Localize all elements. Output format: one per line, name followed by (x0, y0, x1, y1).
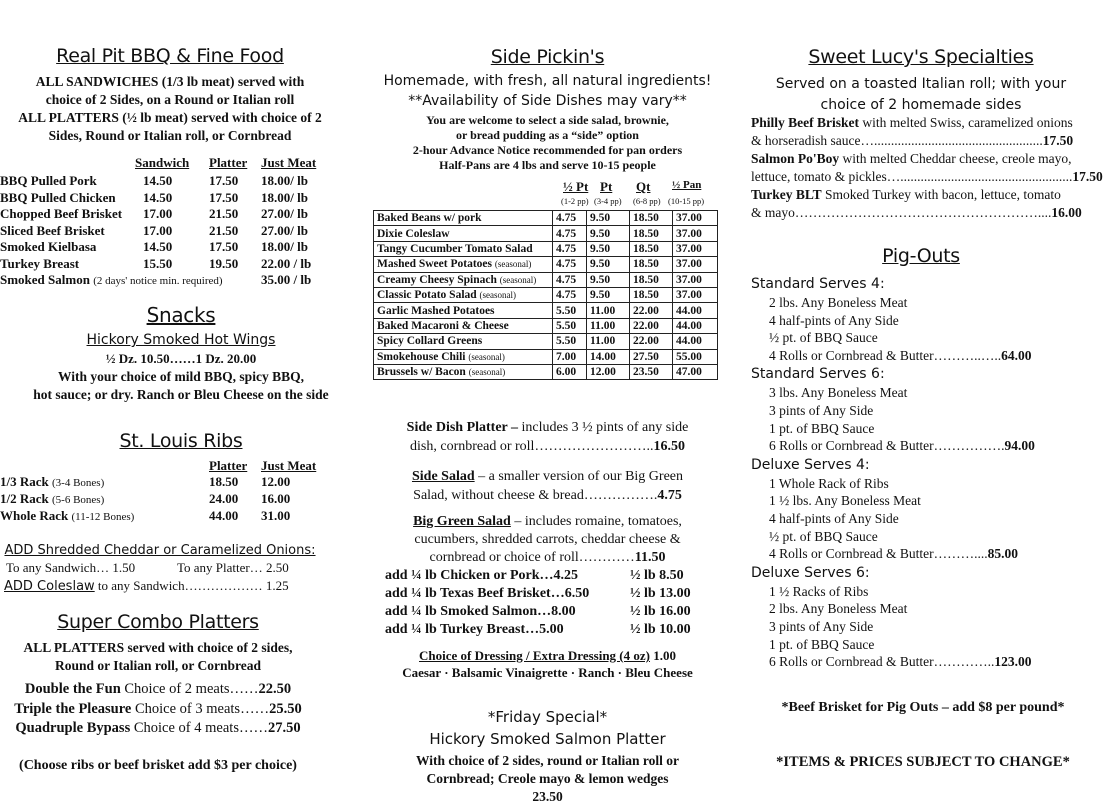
price-meat: 27.00/ lb (261, 206, 308, 221)
side-price: 4.75 (553, 272, 587, 287)
side-price: 9.50 (587, 287, 630, 302)
side-price: 37.00 (673, 241, 718, 256)
side-price: 47.00 (673, 364, 718, 379)
price-platter: 19.50 (209, 255, 239, 271)
side-name: Classic Potato Salad (seasonal) (374, 287, 553, 302)
bbq-intro-line: ALL SANDWICHES (1/3 lb meat) served with (35, 74, 305, 89)
bbq-header-platter: Platter (209, 155, 248, 170)
addon-coleslaw: ADD Coleslaw to any Sandwich……………… 1.25 (4, 578, 289, 594)
list-item: 6 Rolls or Cornbread & Butter…………….94.00 (769, 438, 1035, 454)
side-price: 44.00 (673, 303, 718, 318)
price-platter: 18.50 (209, 474, 239, 489)
table-row (374, 334, 718, 349)
prices-subject-note: *ITEMS & PRICES SUBJECT TO CHANGE* (776, 754, 1070, 770)
pigout-group (751, 563, 1091, 671)
list-item: & horseradish sauce…..................................................17.50 (751, 133, 1074, 148)
lucy-items (751, 114, 1103, 222)
side-price: 18.50 (630, 287, 673, 302)
bbq-header-sandwich: Sandwich (135, 155, 190, 170)
list-item: & mayo………………………………………………....16.00 (751, 205, 1082, 220)
list-item: add ¼ lb Texas Beef Brisket…6.50 ½ lb 13.00 (385, 586, 691, 601)
table-row (374, 211, 718, 226)
price-sandwich: 14.50 (143, 189, 173, 205)
snacks-sub: Hickory Smoked Hot Wings (86, 332, 276, 348)
bbq-header-meat: Just Meat (261, 155, 317, 170)
price-meat: 31.00 (261, 508, 291, 523)
list-item: Quadruple Bypass Choice of 4 meats……27.50 (15, 720, 301, 736)
side-name: Baked Macaroni & Cheese (374, 318, 553, 333)
side-price: 22.00 (630, 334, 673, 349)
item-name: BBQ Pulled Pork (0, 173, 97, 188)
list-item: Double the Fun Choice of 2 meats……22.50 (24, 681, 292, 697)
list-item: 6 Rolls or Cornbread & Butter…………..123.00 (769, 654, 1032, 670)
side-price: 18.50 (630, 257, 673, 272)
side-price: 5.50 (553, 303, 587, 318)
pigout-group (751, 455, 1091, 563)
item-name: Chopped Beef Brisket (0, 206, 123, 221)
col-head-qt: Qt (636, 179, 651, 194)
specialties-column (751, 0, 1103, 808)
item-name: Turkey Breast (0, 255, 80, 271)
list-item: add ¼ lb Chicken or Pork…4.25 ½ lb 8.50 (385, 568, 684, 583)
combo-intro-line: Round or Italian roll, or Cornbread (54, 658, 262, 673)
item-name: Smoked Kielbasa (0, 239, 97, 254)
price-meat: 18.00/ lb (261, 239, 308, 254)
side-name: Baked Beans w/ pork (374, 211, 553, 226)
addons-title: ADD Shredded Cheddar or Caramelized Onions: (4, 543, 316, 558)
list-item: 4 Rolls or Cornbread & Butter………..…..64.00 (769, 347, 1032, 363)
list-item: Turkey BLT Smoked Turkey with bacon, lettuce, tomato (751, 187, 1061, 202)
pigout-group-title: Standard Serves 6: (751, 366, 885, 383)
pigout-group-title: Standard Serves 4: (751, 276, 885, 292)
sides-info-line: or bread pudding as a “side” option (456, 128, 639, 142)
sides-info (365, 113, 730, 173)
item-name: Whole Rack (11-12 Bones) (0, 508, 135, 523)
col-serves: (1-2 pp) (561, 196, 589, 206)
side-price: 4.75 (553, 241, 587, 256)
table-row (374, 241, 718, 256)
side-price: 11.00 (587, 303, 630, 318)
list-item: 4 Rolls or Cornbread & Butter………....85.00 (769, 546, 1018, 562)
side-price: 37.00 (673, 272, 718, 287)
side-price: 7.00 (553, 349, 587, 364)
price-platter: 44.00 (209, 508, 239, 523)
sides-sub2: **Availability of Side Dishes may vary** (408, 93, 687, 109)
item-name: BBQ Pulled Chicken (0, 189, 116, 205)
pigouts-groups (751, 274, 1091, 671)
table-row (374, 303, 718, 318)
list-item: 1 pt. of BBQ Sauce (769, 420, 875, 436)
side-name: Mashed Sweet Potatoes (seasonal) (374, 257, 553, 272)
list-item: add ¼ lb Smoked Salmon…8.00 ½ lb 16.00 (385, 604, 691, 619)
item-name: Sliced Beef Brisket (0, 222, 105, 238)
side-price: 4.75 (553, 287, 587, 302)
side-price: 22.00 (630, 303, 673, 318)
side-price: 9.50 (587, 272, 630, 287)
list-item: Triple the Pleasure Choice of 3 meats……25.50 (14, 700, 302, 717)
side-price: 18.50 (630, 272, 673, 287)
pigout-group-title: Deluxe Serves 6: (751, 564, 870, 581)
side-name: Spicy Collard Greens (374, 334, 553, 349)
sides-column (365, 0, 730, 808)
friday-name: Hickory Smoked Salmon Platter (429, 730, 666, 748)
bbq-intro-line: ALL PLATTERS (½ lb meat) served with choice of 2 (18, 110, 322, 125)
side-price: 4.75 (553, 211, 587, 226)
friday-title: *Friday Special* (487, 708, 608, 726)
col-head-pt: Pt (600, 179, 613, 194)
list-item: 2 lbs. Any Boneless Meat (769, 295, 908, 310)
side-price: 11.00 (587, 334, 630, 349)
wings-desc-line: hot sauce; or dry. Ranch or Bleu Cheese on the side (33, 386, 329, 402)
side-salad: Side Salad – a smaller version of our Big Green Salad, without cheese & bread…………….4.75 (411, 469, 684, 503)
side-name: Tangy Cucumber Tomato Salad (374, 241, 553, 256)
side-name: Brussels w/ Bacon (seasonal) (374, 364, 553, 379)
dressing: Choice of Dressing / Extra Dressing (4 oz) 1.00 Caesar · Balsamic Vinaigrette · Ranch · Bleu Cheese (402, 648, 693, 680)
bbq-intro-line: Sides, Round or Italian roll, or Cornbread (48, 128, 292, 143)
side-price: 6.00 (553, 364, 587, 379)
list-item: lettuce, tomato & pickles…...................................................17.50 (751, 169, 1103, 184)
table-row (374, 226, 718, 241)
sides-info-line: 2-hour Advance Notice recommended for pan orders (412, 143, 683, 157)
col-serves: (3-4 pp) (594, 196, 622, 206)
price-platter: 17.50 (209, 239, 239, 254)
pigouts-title: Pig-Outs (882, 245, 960, 267)
list-item: 1 Whole Rack of Ribs (769, 475, 889, 491)
big-green-salad: Big Green Salad – includes romaine, tomatoes, cucumbers, shredded carrots, cheddar cheese & cornbread or choice of roll…………11.50 (413, 514, 682, 565)
sides-title: Side Pickin's (490, 46, 605, 68)
price-meat: 27.00/ lb (261, 222, 308, 238)
side-price: 14.00 (587, 349, 630, 364)
price-meat: 22.00 / lb (261, 255, 312, 271)
side-price: 5.50 (553, 318, 587, 333)
combo-intro-line: ALL PLATTERS served with choice of 2 sides, (23, 640, 293, 655)
col-head-half-pan: ½ Pan (672, 179, 702, 191)
sides-sub1: Homemade, with fresh, all natural ingredients! (383, 73, 712, 89)
list-item: 3 pints of Any Side (769, 618, 874, 634)
list-item: ½ pt. of BBQ Sauce (769, 330, 878, 346)
bbq-intro (0, 73, 340, 145)
side-price: 37.00 (673, 211, 718, 226)
combo-note: (Choose ribs or beef brisket add $3 per choice) (19, 758, 297, 773)
pigout-group-title: Deluxe Serves 4: (751, 456, 870, 473)
side-price: 37.00 (673, 287, 718, 302)
pigouts-note-brisket: *Beef Brisket for Pig Outs – add $8 per pound* (781, 700, 1065, 715)
table-row (374, 272, 718, 287)
bbq-column (0, 0, 370, 808)
side-price: 4.75 (553, 257, 587, 272)
pigout-group (751, 274, 1091, 364)
sides-table (373, 210, 718, 380)
table-row (374, 287, 718, 302)
side-name: Smokehouse Chili (seasonal) (374, 349, 553, 364)
price-meat: 18.00/ lb (261, 189, 308, 205)
lucy-title: Sweet Lucy's Specialties (808, 46, 1034, 68)
table-row (374, 349, 718, 364)
list-item: ½ pt. of BBQ Sauce (769, 528, 878, 544)
sides-info-line: You are welcome to select a side salad, brownie, (426, 113, 669, 127)
table-row (374, 257, 718, 272)
price-platter: 17.50 (209, 189, 239, 205)
price-sandwich: 14.50 (143, 173, 173, 188)
list-item: 1 pt. of BBQ Sauce (769, 636, 875, 652)
list-item: 3 pints of Any Side (769, 402, 874, 418)
price-sandwich: 15.50 (143, 255, 173, 271)
addon-sandwich: To any Sandwich… 1.50 (6, 560, 136, 575)
list-item: 1 ½ lbs. Any Boneless Meat (769, 493, 921, 509)
salad-adds (385, 567, 725, 639)
price-sandwich: 14.50 (143, 239, 173, 254)
side-price: 9.50 (587, 211, 630, 226)
side-price: 9.50 (587, 257, 630, 272)
item-name: 1/2 Rack (5-6 Bones) (0, 491, 105, 506)
side-price: 27.50 (630, 349, 673, 364)
side-price: 9.50 (587, 226, 630, 241)
bbq-title: Real Pit BBQ & Fine Food (56, 45, 284, 67)
price-meat: 16.00 (261, 491, 291, 506)
wings-price: ½ Dz. 10.50……1 Dz. 20.00 (105, 351, 257, 366)
list-item: 3 lbs. Any Boneless Meat (769, 385, 908, 401)
col-head-half-pt: ½ Pt (563, 179, 589, 194)
combo-title: Super Combo Platters (57, 611, 259, 633)
price-platter: 24.00 (209, 491, 239, 506)
price-meat: 35.00 / lb (261, 272, 312, 287)
side-name: Garlic Mashed Potatoes (374, 303, 553, 318)
bbq-intro-line: choice of 2 Sides, on a Round or Italian roll (45, 92, 295, 107)
side-platter: Side Dish Platter – includes 3 ½ pints of any side dish, cornbread or roll……………………..16.50 (406, 420, 689, 454)
side-price: 5.50 (553, 334, 587, 349)
list-item: 4 half-pints of Any Side (769, 510, 899, 526)
list-item: Philly Beef Brisket with melted Swiss, caramelized onions (751, 115, 1073, 130)
pigout-group (751, 364, 1091, 454)
side-price: 37.00 (673, 257, 718, 272)
side-price: 12.00 (587, 364, 630, 379)
price-platter: 21.50 (209, 222, 239, 238)
side-price: 22.00 (630, 318, 673, 333)
side-price: 44.00 (673, 334, 718, 349)
price-platter: 17.50 (209, 173, 239, 188)
price-sandwich: 17.00 (143, 206, 173, 221)
combo-items (0, 680, 316, 739)
side-price: 11.00 (587, 318, 630, 333)
wings-desc-line: With your choice of mild BBQ, spicy BBQ, (58, 369, 304, 384)
list-item: 4 half-pints of Any Side (769, 312, 899, 328)
sides-table-body (374, 211, 718, 380)
list-item: 1 ½ Racks of Ribs (769, 583, 869, 599)
side-price: 55.00 (673, 349, 718, 364)
side-price: 18.50 (630, 241, 673, 256)
col-serves: (10-15 pp) (668, 196, 705, 206)
price-platter: 21.50 (209, 206, 239, 221)
item-note: (2 days' notice min. required) (93, 275, 223, 287)
side-price: 18.50 (630, 226, 673, 241)
table-row (374, 364, 718, 379)
side-price: 18.50 (630, 211, 673, 226)
lucy-sub: Served on a toasted Italian roll; with your choice of 2 homemade sides (775, 76, 1067, 113)
side-name: Dixie Coleslaw (374, 226, 553, 241)
side-price: 44.00 (673, 318, 718, 333)
snacks-title: Snacks (146, 303, 216, 327)
table-row (374, 318, 718, 333)
col-serves: (6-8 pp) (633, 196, 661, 206)
side-price: 23.50 (630, 364, 673, 379)
sides-info-line: Half-Pans are 4 lbs and serve 10-15 people (439, 158, 656, 172)
price-meat: 18.00/ lb (261, 173, 308, 188)
price-sandwich: 17.00 (143, 222, 173, 238)
side-price: 9.50 (587, 241, 630, 256)
side-name: Creamy Cheesy Spinach (seasonal) (374, 272, 553, 287)
list-item: 2 lbs. Any Boneless Meat (769, 601, 908, 617)
ribs-header-meat: Just Meat (261, 458, 317, 473)
side-price: 4.75 (553, 226, 587, 241)
item-name: Smoked Salmon (2 days' notice min. required) (0, 272, 223, 287)
ribs-header-platter: Platter (209, 458, 248, 473)
ribs-title: St. Louis Ribs (119, 430, 243, 452)
addon-platter: To any Platter… 2.50 (177, 560, 289, 575)
side-price: 37.00 (673, 226, 718, 241)
wings-desc (0, 368, 362, 403)
item-name: 1/3 Rack (3-4 Bones) (0, 474, 105, 489)
list-item: add ¼ lb Turkey Breast…5.00 ½ lb 10.00 (385, 622, 691, 637)
friday-desc: With choice of 2 sides, round or Italian roll or Cornbread; Creole mayo & lemon wedges 23.50 (415, 753, 680, 804)
combo-intro (0, 639, 316, 675)
list-item: Salmon Po'Boy with melted Cheddar cheese, creole mayo, (751, 151, 1072, 166)
price-meat: 12.00 (261, 474, 291, 489)
